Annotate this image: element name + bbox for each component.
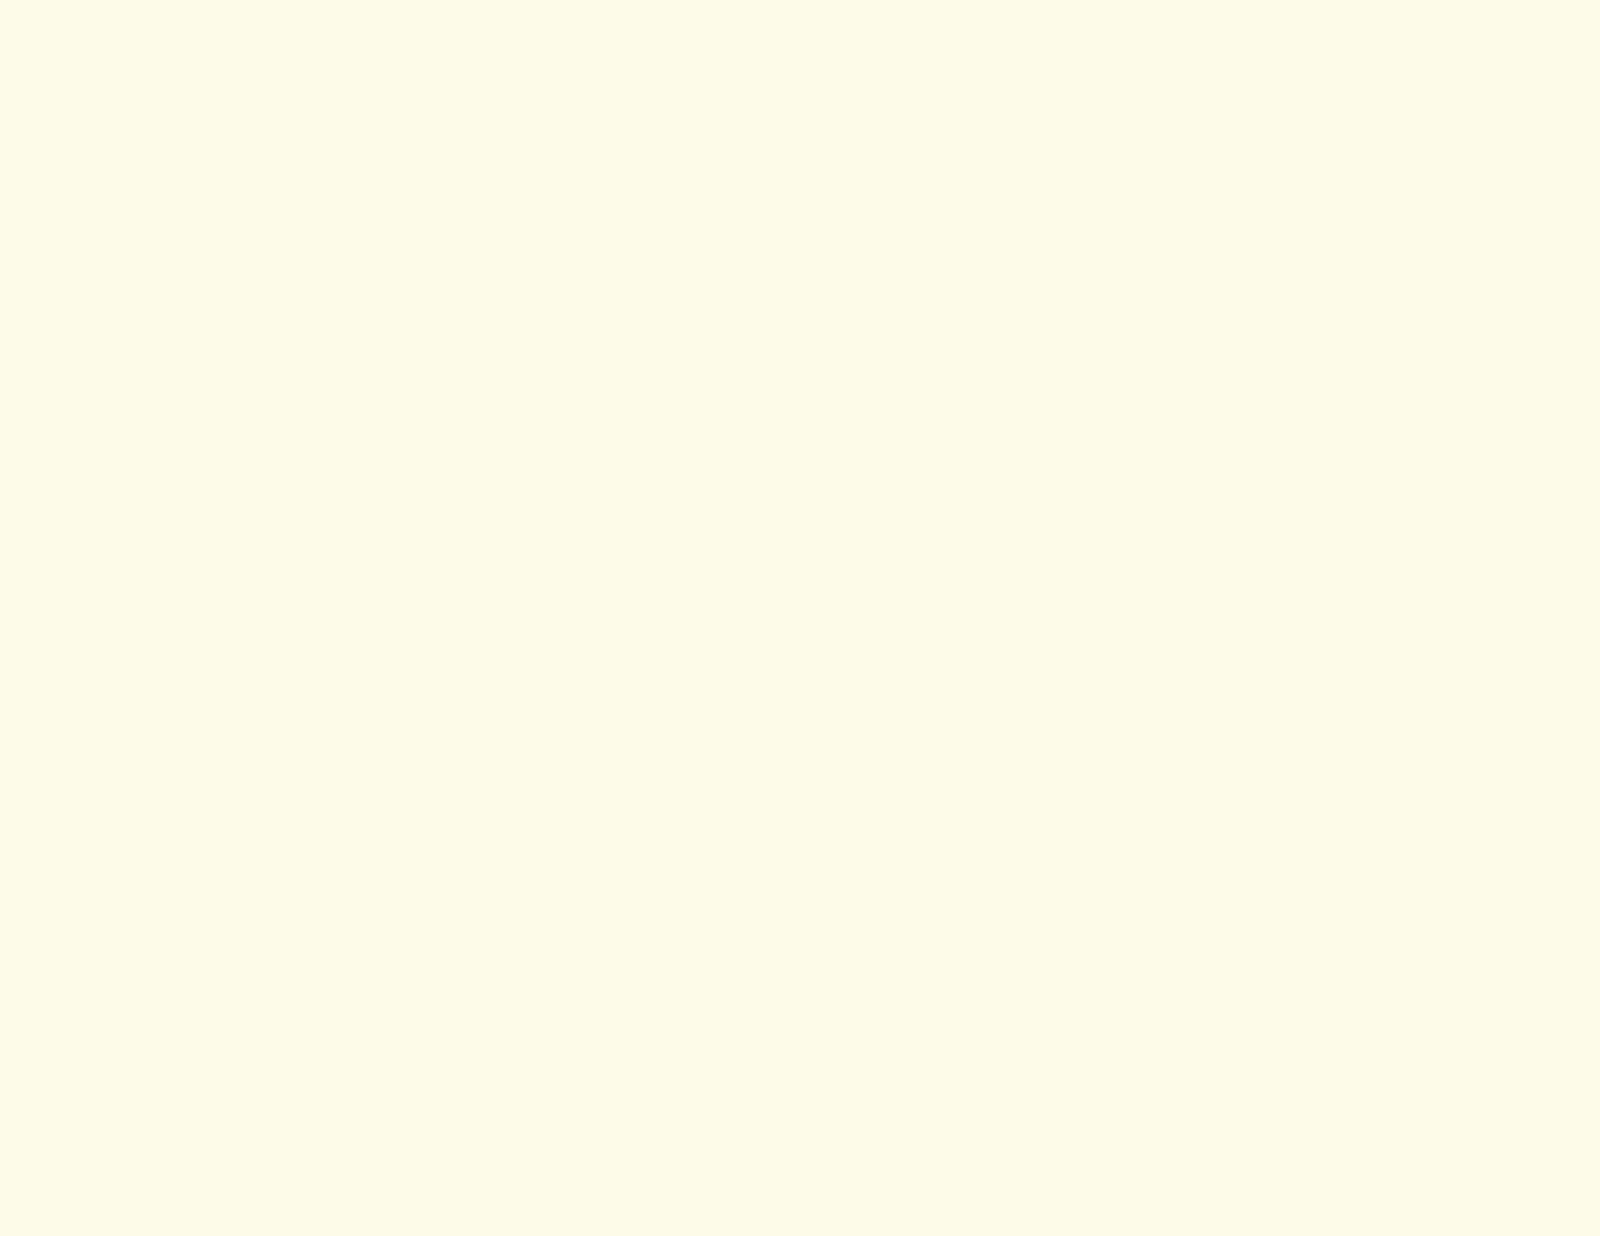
page-number: [720, 40, 880, 90]
